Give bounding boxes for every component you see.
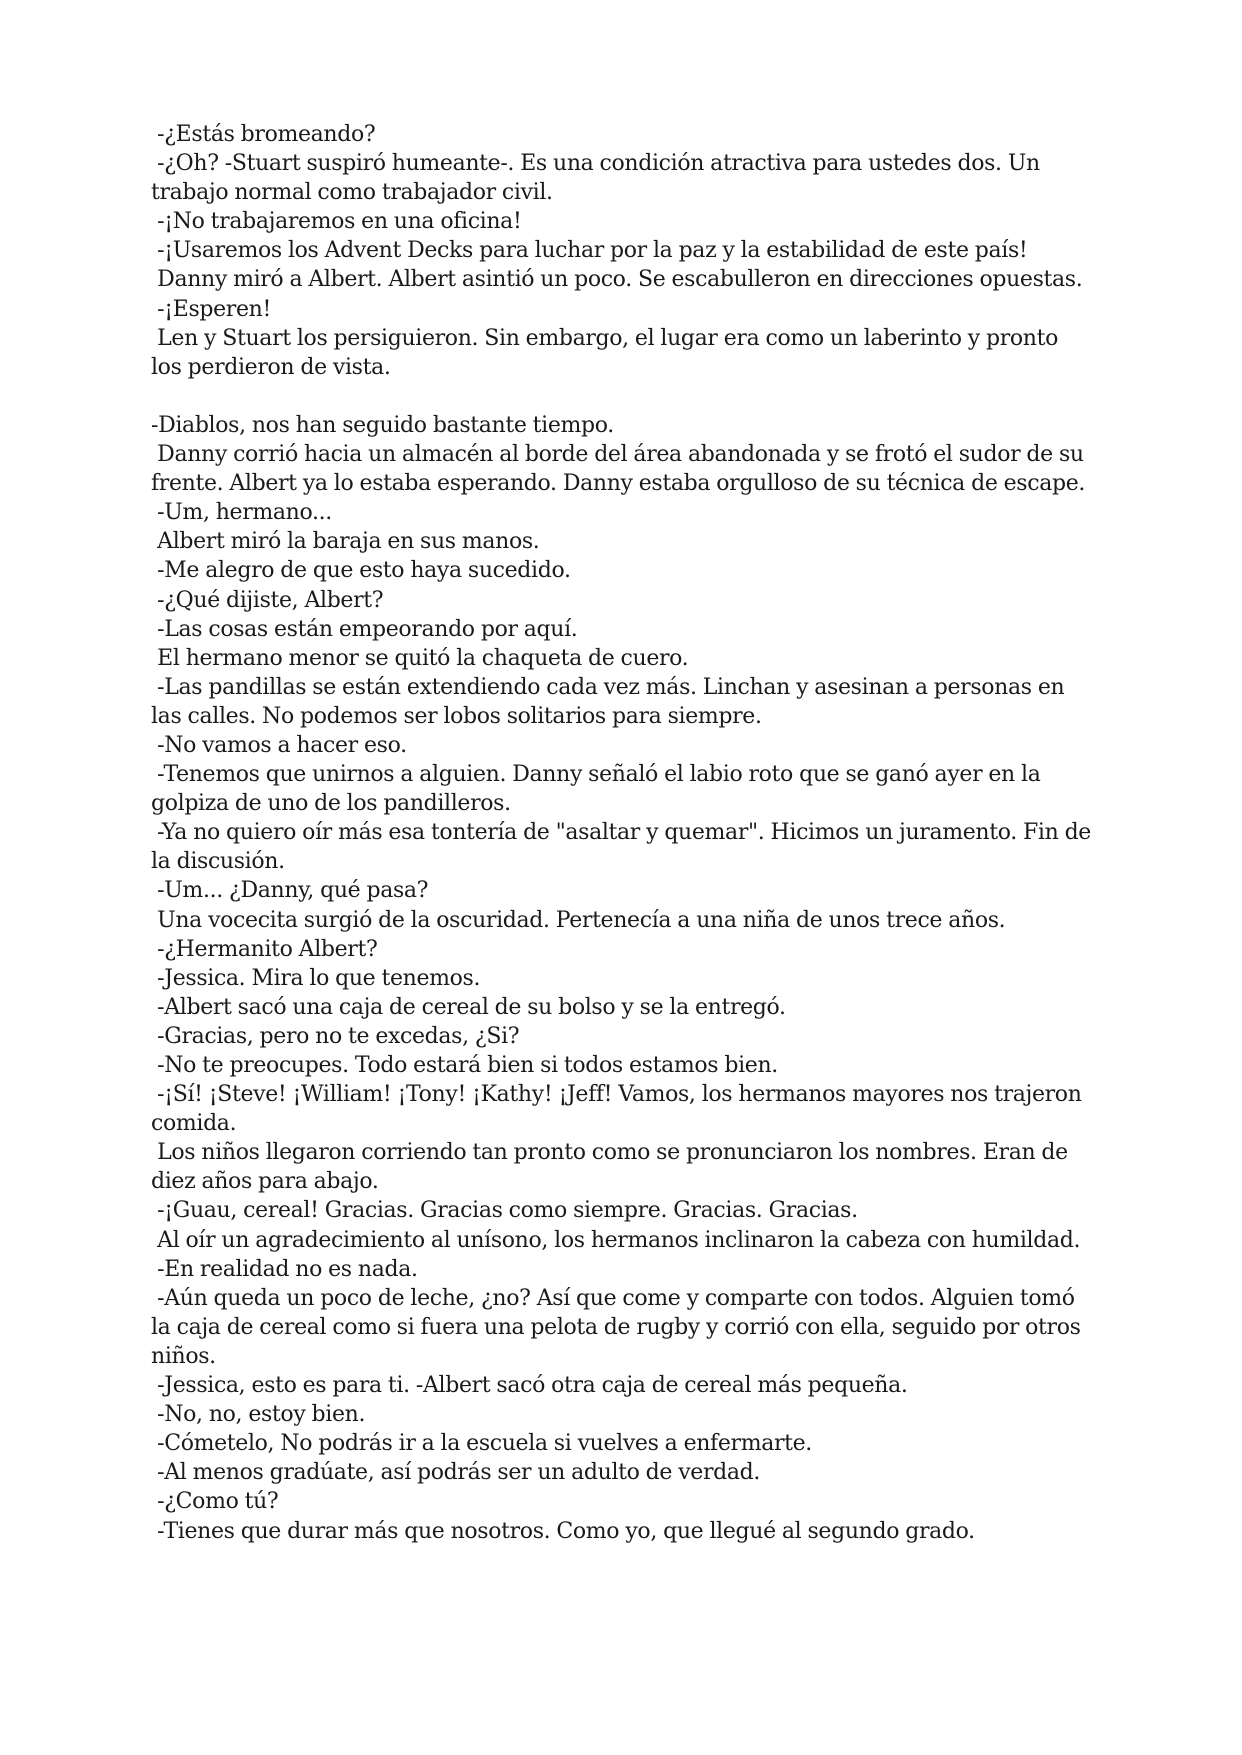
paragraph: -No vamos a hacer eso.: [151, 732, 407, 758]
paragraph: -¡Guau, cereal! Gracias. Gracias como siempre. Gracias. Gracias.: [151, 1198, 858, 1224]
paragraph: Len y Stuart los persiguieron. Sin embargo, el lugar era como un laberinto y pronto los perdieron de vista.: [151, 325, 1065, 380]
paragraph: Los niños llegaron corriendo tan pronto como se pronunciaron los nombres. Eran de diez años para abajo.: [151, 1140, 1074, 1195]
paragraph: El hermano menor se quitó la chaqueta de cuero.: [151, 645, 689, 671]
paragraph: -Um, hermano...: [151, 500, 332, 526]
paragraph: -Aún queda un poco de leche, ¿no? Así que come y comparte con todos. Alguien tomó la caja de cereal como si fuera una pelota de rugby y corrió con ella, seguido por otros niños.: [151, 1285, 1087, 1369]
paragraph: Danny miró a Albert. Albert asintió un poco. Se escabulleron en direcciones opuestas.: [151, 267, 1083, 293]
paragraph: -Diablos, nos han seguido bastante tiempo.: [151, 412, 614, 438]
paragraph: -Um... ¿Danny, qué pasa?: [151, 878, 429, 904]
paragraph: -¿Qué dijiste, Albert?: [151, 587, 384, 613]
paragraph: -Jessica, esto es para ti. -Albert sacó otra caja de cereal más pequeña.: [151, 1373, 908, 1399]
paragraph: Al oír un agradecimiento al unísono, los hermanos inclinaron la cabeza con humildad.: [151, 1227, 1081, 1253]
paragraph: -Las pandillas se están extendiendo cada vez más. Linchan y asesinan a personas en las calles. No podemos ser lobos solitarios para siempre.: [151, 674, 1071, 729]
paragraph: -Al menos gradúate, así podrás ser un adulto de verdad.: [151, 1460, 760, 1486]
paragraph: -No, no, estoy bien.: [151, 1402, 366, 1428]
paragraph: -No te preocupes. Todo estará bien si todos estamos bien.: [151, 1053, 778, 1078]
paragraph: -¡No trabajaremos en una oficina!: [151, 209, 522, 235]
paragraph: -¡Sí! ¡Steve! ¡William! ¡Tony! ¡Kathy! ¡Jeff! Vamos, los hermanos mayores nos trajeron comida.: [151, 1082, 1088, 1137]
paragraph: -Me alegro de que esto haya sucedido.: [151, 558, 571, 584]
paragraph: -Las cosas están empeorando por aquí.: [151, 616, 578, 642]
section-break: [151, 382, 1091, 411]
paragraph: Una vocecita surgió de la oscuridad. Pertenecía a una niña de unos trece años.: [151, 907, 1006, 933]
paragraph: -¡Esperen!: [151, 296, 271, 322]
paragraph: -Cómetelo, No podrás ir a la escuela si vuelves a enfermarte.: [151, 1431, 812, 1457]
paragraph: -En realidad no es nada.: [151, 1256, 418, 1282]
paragraph: -¿Hermanito Albert?: [151, 936, 378, 962]
paragraph: Albert miró la baraja en sus manos.: [151, 529, 540, 555]
paragraph: -Gracias, pero no te excedas, ¿Si?: [151, 1023, 520, 1049]
paragraph: -¿Oh? -Stuart suspiró humeante-. Es una condición atractiva para ustedes dos. Un trabajo normal como trabajador civil.: [151, 151, 1047, 206]
paragraph: -Albert sacó una caja de cereal de su bolso y se la entregó.: [151, 994, 786, 1020]
paragraph: -Tienes que durar más que nosotros. Como yo, que llegué al segundo grado.: [151, 1518, 975, 1544]
paragraph: -Tenemos que unirnos a alguien. Danny señaló el labio roto que se ganó ayer en la golpiza de uno de los pandilleros.: [151, 762, 1047, 817]
paragraph: -Ya no quiero oír más esa tontería de "asaltar y quemar". Hicimos un juramento. Fin de la discusión.: [151, 820, 1098, 875]
paragraph: -Jessica. Mira lo que tenemos.: [151, 965, 481, 991]
paragraph: -¿Estás bromeando?: [151, 122, 376, 147]
paragraph: -¡Usaremos los Advent Decks para luchar por la paz y la estabilidad de este país!: [151, 238, 1028, 264]
paragraph: Danny corrió hacia un almacén al borde del área abandonada y se frotó el sudor de su frente. Albert ya lo estaba esperando. Danny estaba orgulloso de su técnica de escape.: [151, 442, 1090, 497]
paragraph: -¿Como tú?: [151, 1489, 279, 1515]
document-body: [151, 120, 1098, 1546]
